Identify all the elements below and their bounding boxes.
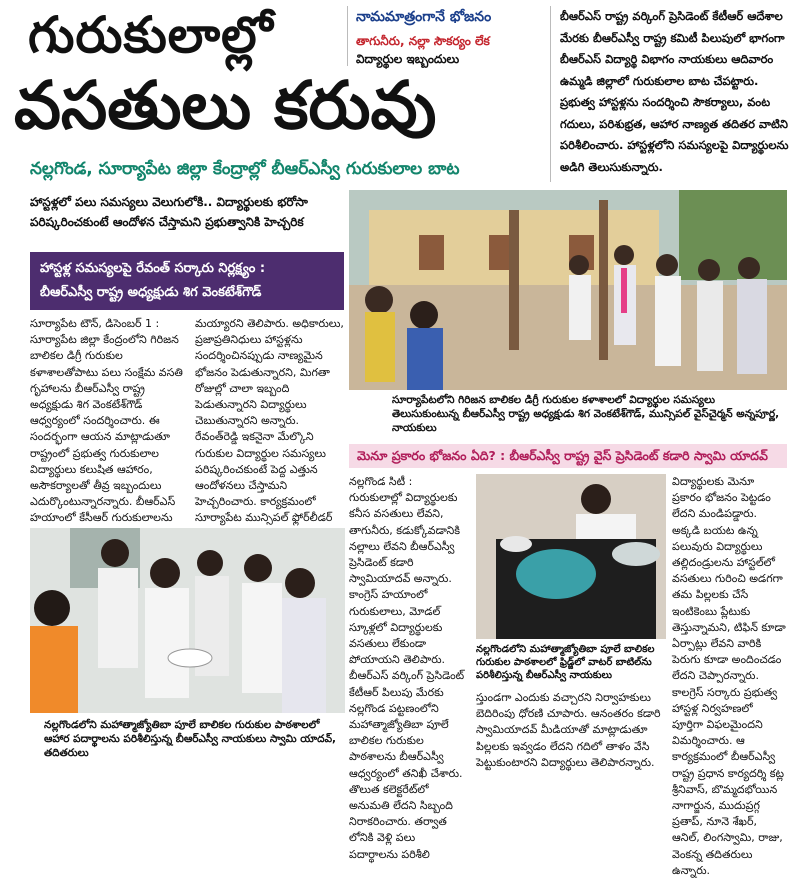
deck xyxy=(30,192,355,232)
quote-band-line2: బీఆర్ఎస్వీ రాష్ట్ర అధ్యక్షుడు శిగ వెంకటేశ్‌గౌడ్ xyxy=(40,285,262,300)
deck-line2: పరిష్కరించకుంటే ఆందోళన చేస్తామని ప్రభుత్వానికి హెచ్చరిక xyxy=(30,215,304,229)
photo-students-hostel-image xyxy=(349,190,787,390)
divider xyxy=(550,6,551,182)
kicker-sub-line1: తాగునీరు, నల్లా సౌకర్యం లేక xyxy=(356,34,490,48)
body-column-1: సూర్యాపేట టౌన్, డిసెంబర్ 1 : సూర్యాపేట జిల్లా కేంద్రంలోని గిరిజన బాలికల డిగ్రీ గురుకుల కళాశాలతోపాటు పలు సంక్షేమ వసతి గృహాలను బీఆర్ఎస్వీ రాష్ట్ర అధ్యక్షుడు శిగ వెంకటేశ్‌గౌడ్ ఆధ్వర్యంలో సందర్శించారు. ఈ సందర్భంగా ఆయన మాట్లాడుతూ రాష్ట్రంలో ప్రభుత్వ గురుకులాల విద్యార్థులు కలుషిత ఆహారం, అసౌకర్యాలతో తీవ్ర ఇబ్బందులు ఎదుర్కొంటున్నారన్నారు. బీఆర్ఎస్ హయాంలో కేసీఆర్ గురుకులాలను xyxy=(30,317,183,525)
headline-line1: గురుకులాల్లో xyxy=(28,6,274,64)
headline-line2: వసతులు కరువు xyxy=(14,67,437,144)
caption-photo-top: సూర్యాపేటలోని గిరిజన బాలికల డిగ్రీ గురుకుల కళాశాలలో విద్యార్థుల సమస్యలు తెలుసుకుంటున్న బీఆర్ఎస్వీ రాష్ట్ర అధ్యక్షుడు శిగ వెంకటేశ్‌గౌడ్, మున్సిపల్ వైస్‌చైర్మన్ అన్నపూర్ణ, నాయకులు xyxy=(392,394,780,434)
menu-band: మెనూ ప్రకారం భోజనం ఏది? : బీఆర్ఎస్వీ రాష్ట్ర వైస్ ప్రెసిడెంట్ కడారి స్వామి యాదవ్ xyxy=(349,444,787,468)
caption-photo-mid: నల్లగొండలోని మహాత్మాజ్యోతిబా పూలే బాలికల గురుకుల పాఠశాలలో ఫ్రిడ్జ్‌లో వాటర్ బాటిల్‌ను పరిశీలిస్తున్న బీఆర్ఎస్వీ నాయకులు xyxy=(476,644,655,681)
quote-band-line1: హాస్టళ్ల సమస్యలపై రేవంత్ సర్కారు నిర్లక్ష్యం : xyxy=(40,261,266,276)
photo-fridge xyxy=(476,474,666,639)
body-column-3: నల్లగొండ సిటీ : గురుకులాల్లో విద్యార్థులకు కనీస వసతులు లేవని, తాగునీరు, కడుక్కోవడానికి నల్లాలు లేవని బీఆర్ఎస్వీ ప్రెసిడెంట్ కడారి స్వామియాదవ్ అన్నారు. కాంగ్రెస్ హయాంలో గురుకులాలు, మోడల్ స్కూళ్లలో విద్యార్థులకు వసతులు లేకుండా పోయాయని తెలిపారు. బీఆర్ఎస్ వర్కింగ్ ప్రెసిడెంట్ కేటీఆర్ పిలుపు మేరకు నల్లగొండ పట్టణంలోని మహాత్మాజ్యోతిబా పూలే బాలికల గురుకుల పాఠశాలను బీఆర్ఎస్వీ ఆధ్వర్యంలో తనిఖీ చేశారు. తొలుత కలెక్టరేట్‌లో అనుమతి లేదని సిబ్బంది నిరాకరించారు. తర్వాత లోనికి వెళ్లి పలు పదార్థాలను పరిశీలి xyxy=(349,475,465,861)
kicker-title: నామమాత్రంగానే భోజనం xyxy=(356,9,492,25)
kicker-sub-line2: విద్యార్థుల ఇబ్బందులు xyxy=(356,52,460,66)
divider xyxy=(347,6,348,66)
caption-photo-left: నల్లగొండలోని మహాత్మాజ్యోతిబా పూలే బాలికల గురుకుల పాఠశాలలో ఆహార పదార్థాలను పరిశీలిస్తున్న బీఆర్ఎస్వీ నాయకులు స్వామి యాదవ్, తదితరులు xyxy=(44,719,337,759)
photo-students-hostel xyxy=(349,190,787,390)
kicker-subtitle xyxy=(356,32,542,68)
quote-band xyxy=(30,252,344,310)
body-column-4: స్తుండగా ఎందుకు వచ్చారని నిర్వాహకులు బెదిరింపు ధోరణి చూపారు. ఆనంతరం కడారి స్వామియాదవ్ మీడియాతో మాట్లాడుతూ పిల్లలకు ఇవ్వడం లేదని గదిలో తాళం వేసి పెట్టుకుంటారని విద్యార్థులు తెలిపారన్నారు. xyxy=(476,691,661,769)
deck-line1: హాస్టళ్లలో పలు సమస్యలు వెలుగులోకి.. విద్యార్థులకు భరోసా xyxy=(30,195,308,209)
photo-food-inspection xyxy=(30,528,345,713)
body-column-2: మయ్యారని తెలిపారు. అధికారులు, ప్రజాప్రతినిధులు హాస్టళ్లను సందర్శించినప్పుడు నాణ్యమైన భోజనం పెడుతున్నారని, మిగతా రోజుల్లో చాలా ఇబ్బంది పెడుతున్నారని విద్యార్థులు చెబుతున్నారని అన్నారు. రేవంత్‌రెడ్డి ఇకనైనా మేల్కొని గురుకుల విద్యార్థుల సమస్యలు పరిష్కరించకుంటే పెద్ద ఎత్తున ఆందోళనలు చేస్తామని హెచ్చరించారు. కార్యక్రమంలో సూర్యాపేట మున్సిపల్ ఫ్లోర్‌లీడర్ xyxy=(195,317,344,525)
subheadline: నల్లగొండ, సూర్యాపేట జిల్లా కేంద్రాల్లో బీఆర్ఎస్వీ గురుకులాల బాట xyxy=(30,159,460,179)
photo-food-inspection-image xyxy=(30,528,345,713)
body-column-5: విద్యార్థులకు మెనూ ప్రకారం భోజనం పెట్టడం లేదని మండిపడ్డారు. అక్కడి బయట ఉన్న పలువురు విద్యార్థులు తల్లిదండ్రులను హాస్టల్‌లో వసతులు గురించి అడగగా తమ పిల్లలకు చేసే ఇంటికెంబు ప్లేటుకు తెస్తున్నామని, టిఫిన్ కూడా ఏర్పాట్లు లేవని వారికి పెరుగు కూడా అందించడం లేదని చెప్పారన్నారు. కాలగ్రెస్ సర్కారు ప్రభుత్వ హాస్టళ్ల నిర్వహణలో పూర్తిగా విఫలమైందని విమర్శించారు. ఆ కార్యక్రమంలో బీఆర్ఎస్వీ రాష్ట్ర ప్రధాన కార్యదర్శి కట్ల శ్రీనివాస్, బొమ్మదభోయిన నాగార్జున, ముదుప్రగ్గ ప్రతాప్, నూనె శేఖర్, ఆనిల్, లింగస్వామి, రాజు, వెంకన్న తదితరులు ఉన్నారు. xyxy=(672,475,786,877)
lead-paragraph: బీఆర్ఎస్ రాష్ట్ర వర్కింగ్ ప్రెసిడెంట్ కేటీఆర్ ఆదేశాల మేరకు బీఆర్ఎస్వీ రాష్ట్ర కమిటీ పిలుపులో భాగంగా బీఆర్ఎస్ విద్యార్థి విభాగం నాయకులు ఆదివారం ఉమ్మడి జిల్లాలో గురుకులాల బాట చేపట్టారు. ప్రభుత్వ హాస్టళ్లను సందర్శించి సౌకర్యాలు, వంట గదులు, పరిశుభ్రత, ఆహార నాణ్యత తదితర వాటిని పరిశీలించారు. హాస్టళ్లలోని సమస్యలపై విద్యార్థులను అడిగి తెలుసుకున్నారు. xyxy=(560,9,789,174)
photo-fridge-image xyxy=(476,474,666,639)
